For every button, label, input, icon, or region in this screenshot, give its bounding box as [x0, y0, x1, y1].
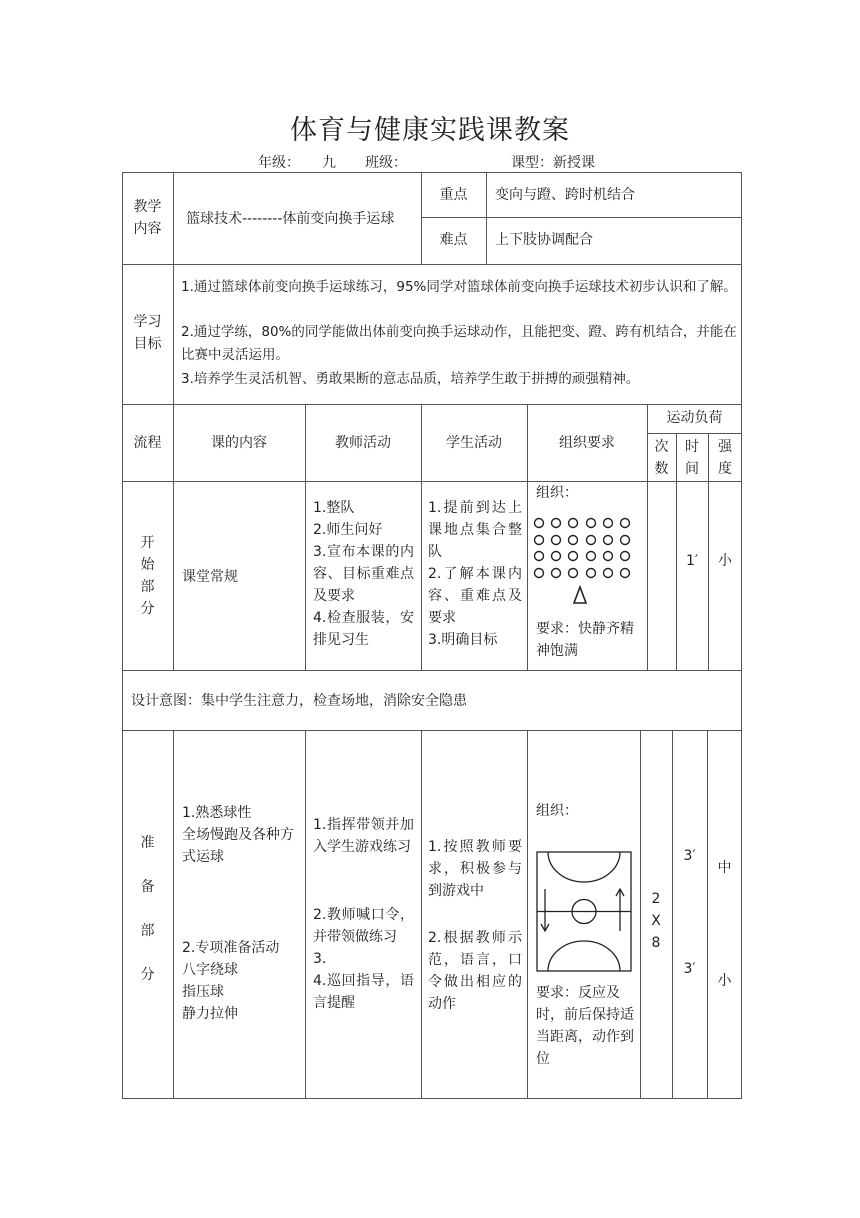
col-divider	[173, 481, 174, 670]
row-divider	[122, 264, 742, 265]
prep-org-label: 组织：	[536, 803, 578, 819]
col-divider	[672, 730, 673, 1099]
prep-student-2: 2.根据教师示范，语言，口令做出相应的动作	[428, 930, 522, 1012]
prep-time-1: 3′	[683, 848, 696, 864]
teacher-triangle-icon	[574, 587, 586, 603]
col-header-load: 运动负荷	[666, 410, 723, 426]
prep-section-flow: 准 备 部 分	[140, 835, 155, 983]
lesson-type-label: 课型：	[511, 155, 553, 171]
row-divider	[122, 404, 742, 405]
col-divider	[173, 730, 174, 1099]
grade-label: 年级：	[258, 155, 300, 171]
row-divider	[421, 217, 742, 218]
court-top-arc	[548, 852, 620, 882]
col-divider	[486, 172, 487, 264]
teaching-content-value: 篮球技术--------体前变向换手运球	[186, 211, 395, 227]
row-divider	[122, 670, 742, 671]
design-intent: 设计意图：集中学生注意力，检查场地，消除安全隐患	[131, 693, 467, 709]
prep-count: 2 X 8	[651, 891, 661, 951]
prep-content-2: 2.专项准备活动 八字绕球 指压球 静力拉伸	[182, 940, 280, 1022]
lesson-type-value: 新授课	[553, 155, 595, 171]
row-divider	[122, 481, 742, 482]
col-divider	[527, 730, 528, 1099]
prep-intensity-1: 中	[717, 860, 732, 876]
court-bottom-arc	[548, 941, 620, 971]
key-point-label: 重点	[439, 187, 468, 203]
student-dots	[535, 519, 630, 578]
prep-org-requirement: 要求：反应及时，前后保持适当距离，动作到位	[536, 985, 634, 1067]
difficulty-value: 上下肢协调配合	[495, 232, 593, 248]
prep-teacher-2: 2.教师喊口令，并带领做练习 3. 4.巡回指导，语言提醒	[313, 907, 414, 1011]
key-point-value: 变向与蹬、跨时机结合	[495, 187, 635, 203]
grade-value: 九	[322, 155, 336, 171]
start-section-content: 课堂常规	[182, 569, 238, 585]
col-header-time: 时 间	[685, 439, 699, 477]
page-title: 体育与健康实践课教案	[290, 115, 570, 146]
col-divider	[305, 730, 306, 1099]
prep-content-1: 1.熟悉球性 全场慢跑及各种方式运球	[182, 805, 294, 865]
start-section-flow: 开 始 部 分	[140, 535, 155, 617]
start-intensity: 小	[718, 553, 732, 569]
start-org-requirement: 要求：快静齐精神饱满	[536, 621, 634, 659]
col-divider	[707, 730, 708, 1099]
col-header-content: 课的内容	[211, 435, 267, 451]
start-org-label: 组织：	[536, 485, 578, 501]
prep-teacher-1: 1.指挥带领并加入学生游戏练习	[313, 817, 414, 855]
objective-item: 2.通过学练，80%的同学能做出体前变向换手运球动作，且能把变、蹬、跨有机结合，并能在比赛中灵活运用。	[181, 324, 737, 363]
teaching-content-label: 教学 内容	[133, 199, 162, 237]
class-label: 班级：	[365, 155, 407, 171]
col-header-org: 组织要求	[559, 435, 615, 451]
objective-item: 1.通过篮球体前变向换手运球练习，95%同学对篮球体前变向换手运球技术初步认识和了解。	[181, 279, 737, 295]
col-header-intensity: 强 度	[718, 439, 732, 477]
col-header-teacher: 教师活动	[335, 435, 391, 451]
basketball-court-diagram	[536, 851, 632, 972]
col-header-count: 次 数	[654, 439, 669, 477]
prep-time-2: 3′	[683, 961, 696, 977]
prep-intensity-2: 小	[717, 973, 732, 989]
formation-diagram	[530, 512, 640, 608]
start-section-student: 1.提前到达上课地点集合整队 2.了解本课内容、重难点及要求 3.明确目标	[428, 500, 522, 648]
row-divider	[122, 730, 742, 731]
row-divider	[647, 433, 742, 434]
start-section-teacher: 1.整队 2.师生问好 3.宣布本课的内容、目标重难点及要求 4.检查服装，安排见习生	[313, 500, 414, 648]
prep-student-1: 1.按照教师要求，积极参与到游戏中	[428, 839, 522, 899]
objective-item: 3.培养学生灵活机智、勇敢果断的意志品质，培养学生敢于拼搏的顽强精神。	[181, 371, 640, 387]
col-header-flow: 流程	[133, 435, 162, 451]
col-divider	[421, 730, 422, 1099]
col-header-student: 学生活动	[446, 435, 502, 451]
difficulty-label: 难点	[439, 232, 468, 248]
lesson-info-line	[122, 152, 742, 172]
start-time: 1′	[685, 553, 699, 569]
objectives-label: 学习 目标	[133, 314, 162, 352]
